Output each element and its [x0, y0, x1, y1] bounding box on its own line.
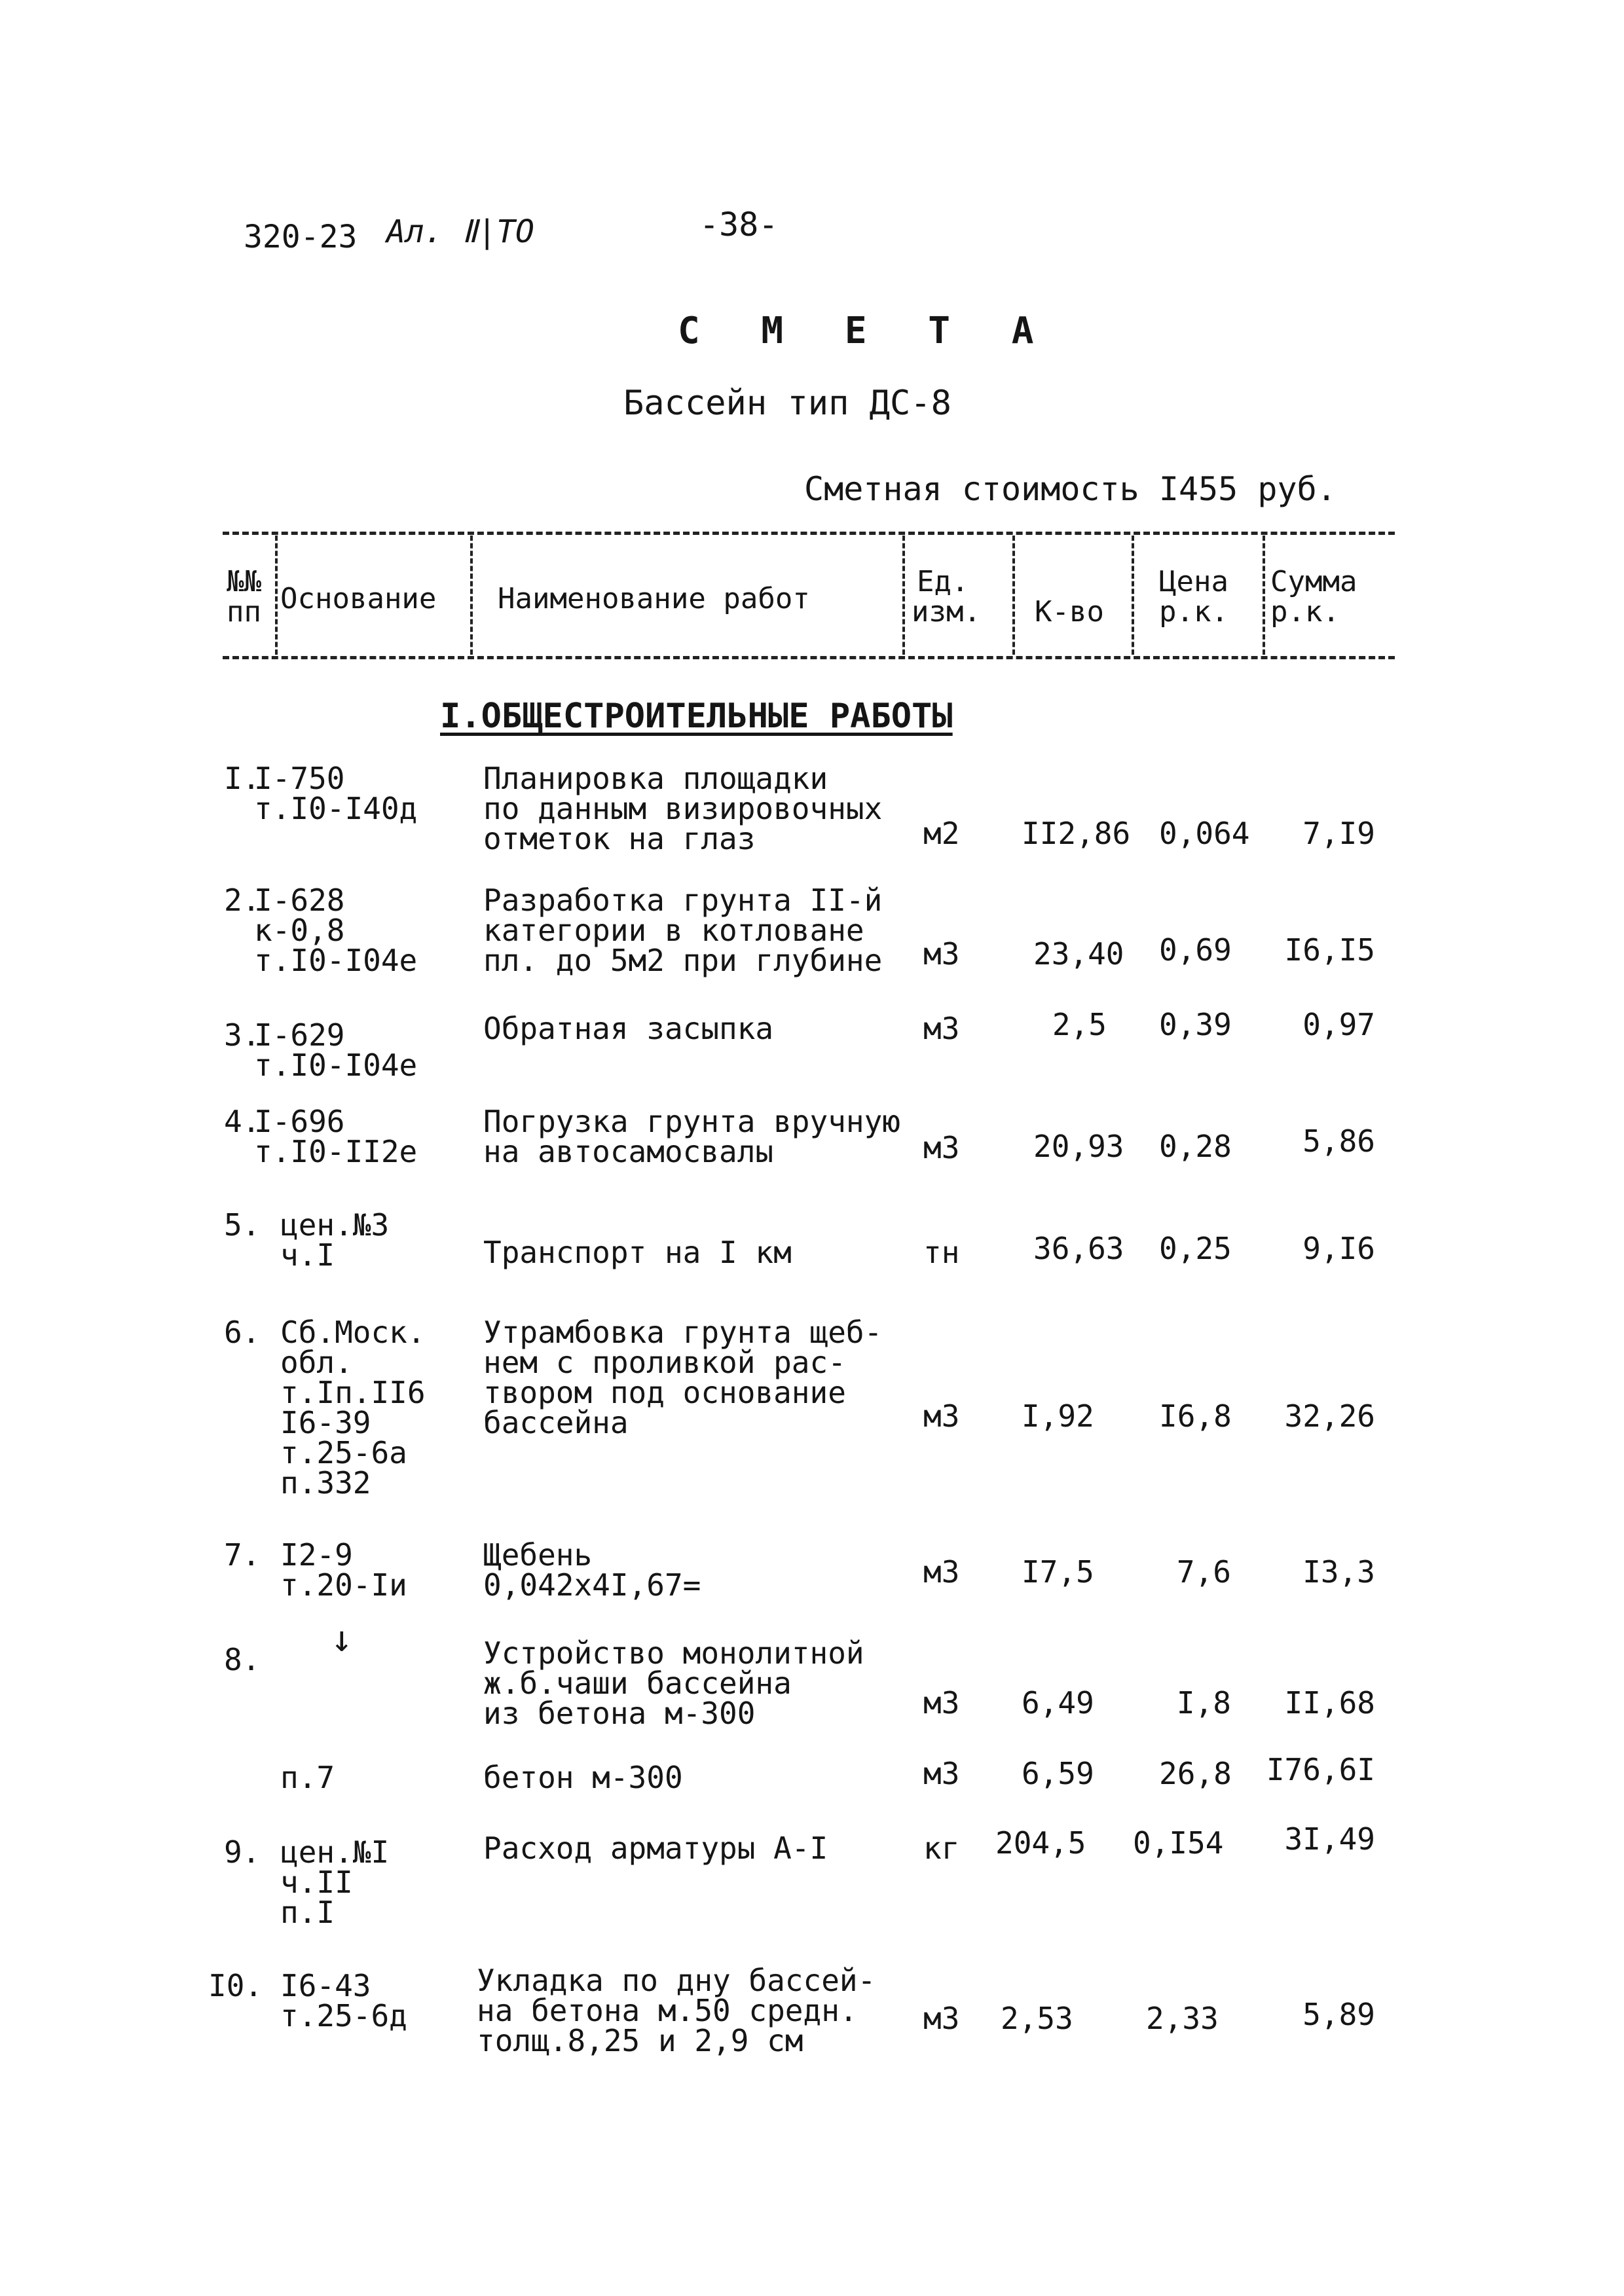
page-number: -38-	[699, 206, 779, 244]
row-unit: м3	[923, 1011, 960, 1046]
row-quantity: 6,49	[1022, 1685, 1094, 1721]
row-number: 2.	[224, 883, 261, 918]
header-price-line2: р.к.	[1159, 595, 1228, 629]
section-title: I.ОБЩЕСТРОИТЕЛЬНЫЕ РАБОТЫ	[440, 697, 953, 736]
row-unit: м3	[923, 1685, 960, 1721]
row-price: 0,39	[1159, 1007, 1232, 1042]
document-subtitle: Бассейн тип ДС-8	[623, 384, 951, 423]
row-unit: м3	[923, 1398, 960, 1434]
row-quantity: II2,86	[1022, 816, 1131, 851]
row-work-name: Утрамбовка грунта щеб- нем с проливкой рас- твором под основание бассейна	[483, 1315, 883, 1440]
document-title: С М Е Т А	[678, 310, 1054, 352]
row-sum: I3,3	[1302, 1554, 1375, 1590]
row-price: I,8	[1176, 1685, 1231, 1721]
row-basis: I-696 т.I0-II2е	[254, 1104, 418, 1169]
row-number: I0.	[208, 1968, 263, 2003]
row-sum: 7,I9	[1302, 816, 1375, 851]
row-price: 0,I54	[1133, 1825, 1224, 1861]
row-quantity: 204,5	[995, 1825, 1086, 1861]
document-code: 320-23	[244, 219, 358, 255]
row-unit: м3	[923, 2001, 960, 2036]
row-number: 3.	[224, 1017, 261, 1053]
row-work-name: Укладка по дну бассей- на бетона м.50 средн. толщ.8,25 и 2,9 см	[477, 1963, 876, 2058]
row-sum: 5,86	[1302, 1123, 1375, 1159]
row-number: 9.	[224, 1834, 261, 1870]
header-quantity: К-во	[1035, 595, 1104, 629]
row-basis: I6-43 т.25-6д	[280, 1968, 407, 2033]
row-quantity: 20,93	[1033, 1129, 1124, 1164]
row-work-name: Щебень 0,042х4I,67=	[483, 1537, 701, 1603]
row-work-name: Устройство монолитной ж.б.чаши бассейна из бетона м-300	[483, 1635, 864, 1731]
row-unit: м3	[923, 936, 960, 972]
row-number: I.	[224, 761, 261, 796]
row-work-name: Транспорт на I км	[483, 1235, 792, 1270]
row-number: 8.	[224, 1642, 261, 1677]
header-basis: Основание	[280, 582, 437, 615]
header-sum-line1: Сумма	[1270, 565, 1357, 598]
row-basis: I-629 т.I0-I04е	[254, 1017, 418, 1083]
header-price-line1: Цена	[1159, 565, 1228, 598]
table-header-top-rule	[223, 532, 1395, 535]
row-work-name: Обратная засыпка	[483, 1011, 774, 1046]
row-basis: цен.№3 ч.I	[280, 1207, 390, 1273]
row-basis: Сб.Моск. обл. т.Iп.II6 I6-39 т.25-6а п.332	[280, 1315, 426, 1501]
row-unit: м3	[923, 1756, 960, 1791]
column-divider	[902, 536, 905, 655]
header-num-line2: пп	[227, 595, 261, 629]
row-quantity: 2,5	[1052, 1007, 1107, 1042]
column-divider	[1132, 536, 1134, 655]
column-divider	[275, 536, 278, 655]
row-quantity: 36,63	[1033, 1231, 1124, 1266]
row-basis: I-628 к-0,8 т.I0-I04е	[254, 883, 418, 978]
row-sum: 5,89	[1302, 1997, 1375, 2032]
table-header-bottom-rule	[223, 656, 1395, 659]
row-quantity: 2,53	[1001, 2001, 1073, 2036]
row-unit: м3	[923, 1554, 960, 1590]
row-price: 26,8	[1159, 1756, 1232, 1791]
row-number: 6.	[224, 1315, 261, 1350]
row-price: 7,6	[1176, 1554, 1231, 1590]
row-number: 4.	[224, 1104, 261, 1139]
row-sum: 9,I6	[1302, 1231, 1375, 1266]
row-sum: 32,26	[1284, 1398, 1375, 1434]
row-basis: п.7	[280, 1760, 335, 1795]
header-sum-line2: р.к.	[1270, 595, 1340, 629]
row-number: 7.	[224, 1537, 261, 1573]
row-work-name: Разработка грунта II-й категории в котловане пл. до 5м2 при глубине	[483, 883, 883, 978]
row-sum: II,68	[1284, 1685, 1375, 1721]
column-divider	[1012, 536, 1015, 655]
row-basis: цен.№I ч.II п.I	[280, 1834, 390, 1930]
header-num-line1: №№	[227, 565, 261, 598]
row-unit: м3	[923, 1130, 960, 1165]
header-work-name: Наименование работ	[498, 582, 810, 615]
row-number: 5.	[224, 1207, 261, 1243]
row-price: 0,064	[1159, 816, 1250, 851]
column-divider	[1263, 536, 1265, 655]
row-quantity: 23,40	[1033, 936, 1124, 972]
row-work-name: Планировка площадки по данным визировочных отметок на глаз	[483, 761, 883, 856]
row-sum: I76,6I	[1266, 1752, 1375, 1787]
row-price: 0,28	[1159, 1129, 1232, 1164]
row-sum: I6,I5	[1284, 932, 1375, 968]
estimated-cost: Сметная стоимость I455 руб.	[804, 470, 1337, 508]
header-unit-line1: Ед.	[917, 565, 969, 598]
row-work-name: бетон м-300	[483, 1760, 683, 1795]
row-quantity: I7,5	[1022, 1554, 1094, 1590]
row-price: I6,8	[1159, 1398, 1232, 1434]
row-quantity: 6,59	[1022, 1756, 1094, 1791]
row-price: 2,33	[1146, 2001, 1219, 2036]
row-sum: 0,97	[1302, 1007, 1375, 1042]
row-price: 0,69	[1159, 932, 1232, 968]
row-sum: 3I,49	[1284, 1821, 1375, 1857]
row-basis: ↓	[331, 1618, 353, 1660]
row-price: 0,25	[1159, 1231, 1232, 1266]
row-work-name: Расход арматуры А-I	[483, 1831, 828, 1866]
column-divider	[470, 536, 473, 655]
row-work-name: Погрузка грунта вручную на автосамосвалы	[483, 1104, 900, 1169]
row-basis: I2-9 т.20-Iи	[280, 1537, 407, 1603]
row-unit: м2	[923, 816, 960, 851]
row-unit: тн	[923, 1235, 960, 1270]
sheet-reference: Ал. Ⅱ|ТО	[386, 213, 534, 250]
row-unit: кг	[923, 1831, 960, 1866]
header-unit-line2: изм.	[912, 595, 981, 629]
row-basis: I-750 т.I0-I40д	[254, 761, 418, 826]
row-quantity: I,92	[1022, 1398, 1094, 1434]
